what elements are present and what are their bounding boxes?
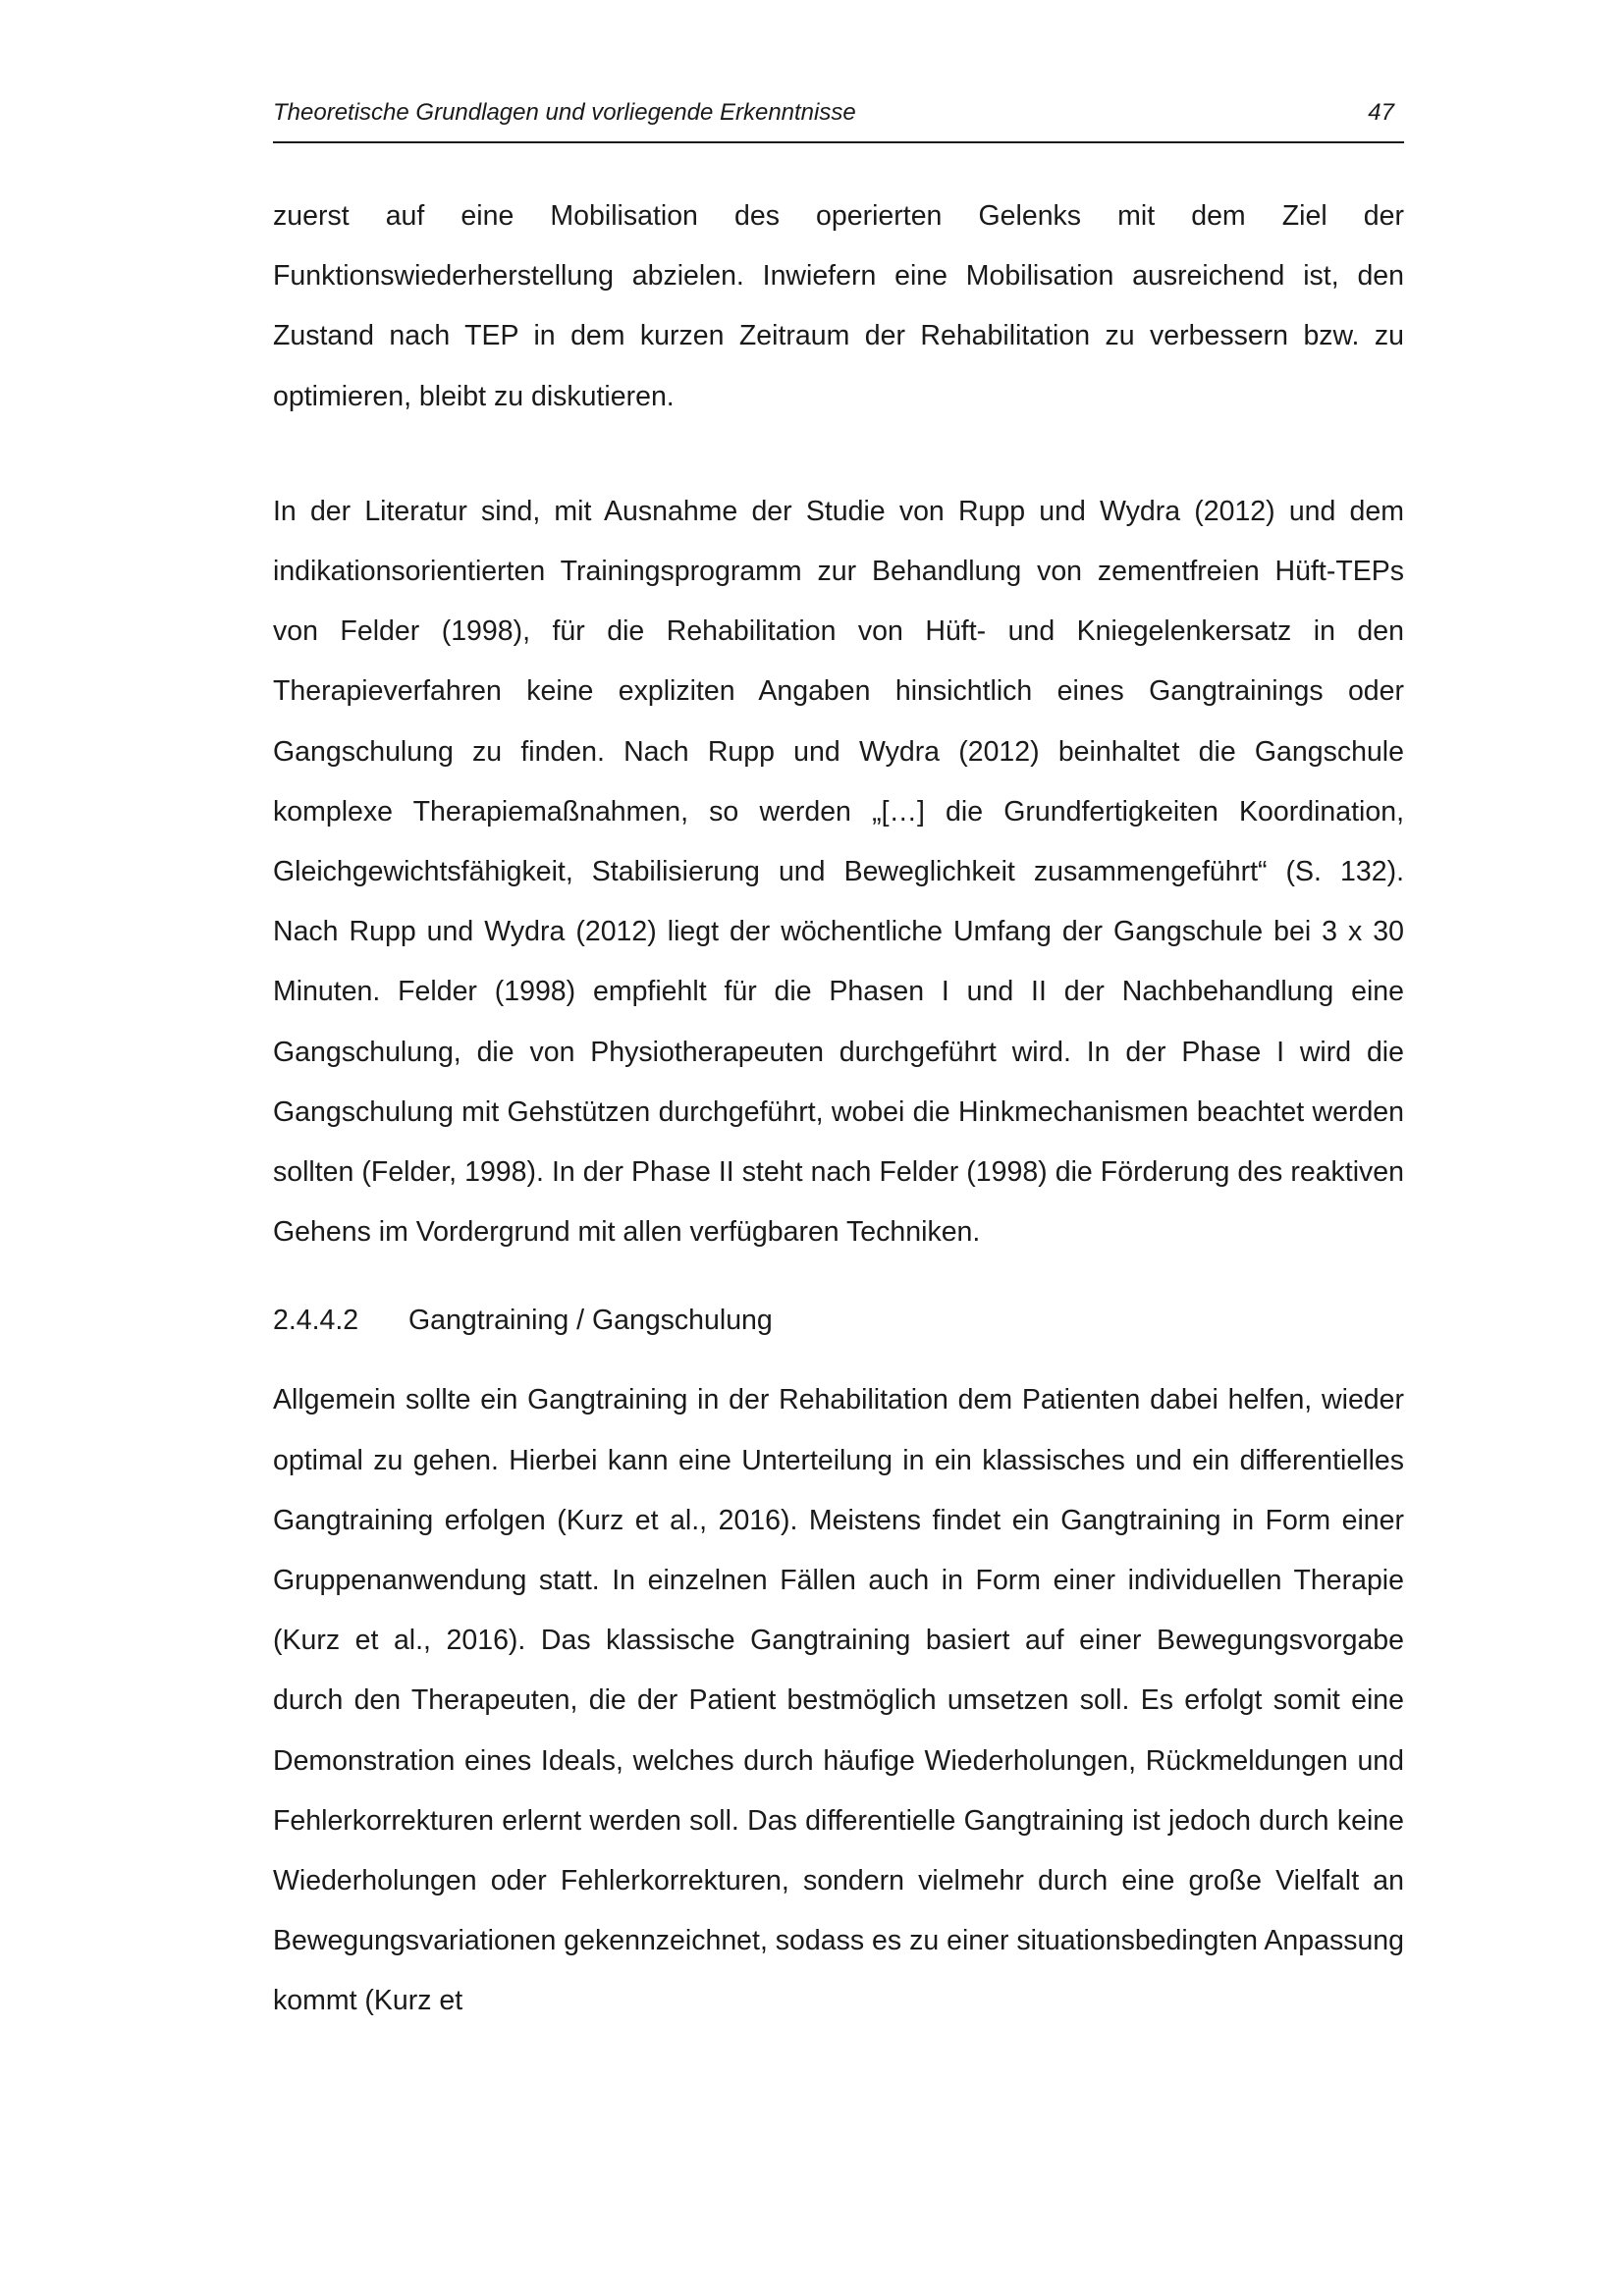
page-number: 47 [1368, 99, 1394, 126]
section-title: Gangtraining / Gangschulung [408, 1305, 773, 1337]
section-heading [273, 1296, 1404, 1345]
running-header [273, 94, 1404, 143]
header-title: Theoretische Grundlagen und vorliegende Erkenntnisse [273, 99, 856, 126]
paragraph-gangtraining: Allgemein sollte ein Gangtraining in der Rehabilitation dem Patienten dabei helfen, wieder optimal zu gehen. Hierbei kann eine Unterteilung in ein klassisches und ein differentielles Gangtraining erfolgen (Kurz et al., 2016). Meistens findet ein Gangtraining in Form einer Gruppenanwendung statt. In einzelnen Fällen auch in Form einer individuellen Therapie (Kurz et al., 2016). Das klassische Gangtraining basiert auf einer Bewegungsvorgabe durch den Therapeuten, die der Patient bestmöglich umsetzen soll. Es erfolgt somit eine Demonstration eines Ideals, welches durch häufige Wiederholungen, Rückmeldungen und Fehlerkorrekturen erlernt werden soll. Das differentielle Gangtraining ist jedoch durch keine Wiederholungen oder Fehlerkorrekturen, sondern vielmehr durch eine große Vielfalt an Bewegungsvariationen gekennzeichnet, sodass es zu einer situationsbedingten Anpassung kommt (Kurz et [273, 1384, 1404, 2017]
paragraph-mobilisation: zuerst auf eine Mobilisation des operierten Gelenks mit dem Ziel der Funktionswiederherstellung abzielen. Inwiefern eine Mobilisation ausreichend ist, den Zustand nach TEP in dem kurzen Zeitraum der Rehabilitation zu verbessern bzw. zu optimieren, bleibt zu diskutieren. [273, 200, 1404, 412]
body-text [273, 187, 1404, 2032]
section-number: 2.4.4.2 [273, 1305, 359, 1337]
paragraph-literature: In der Literatur sind, mit Ausnahme der Studie von Rupp und Wydra (2012) und dem indikationsorientierten Trainingsprogramm zur Behandlung von zementfreien Hüft-TEPs von Felder (1998), für die Rehabilitation von Hüft- und Kniegelenkersatz in den Therapieverfahren keine expliziten Angaben hinsichtlich eines Gangtrainings oder Gangschulung zu finden. Nach Rupp und Wydra (2012) beinhaltet die Gangschule komplexe Therapiemaßnahmen, so werden „[…] die Grundfertigkeiten Koordination, Gleichgewichtsfähigkeit, Stabilisierung und Beweglichkeit zusammengeführt“ (S. 132). Nach Rupp und Wydra (2012) liegt der wöchentliche Umfang der Gangschule bei 3 x 30 Minuten. Felder (1998) empfiehlt für die Phasen I und II der Nachbehandlung eine Gangschulung, die von Physiotherapeuten durchgeführt wird. In der Phase I wird die Gangschulung mit Gehstützen durchgeführt, wobei die Hinkmechanismen beachtet werden sollten (Felder, 1998). In der Phase II steht nach Felder (1998) die Förderung des reaktiven Gehens im Vordergrund mit allen verfügbaren Techniken. [273, 495, 1404, 1249]
